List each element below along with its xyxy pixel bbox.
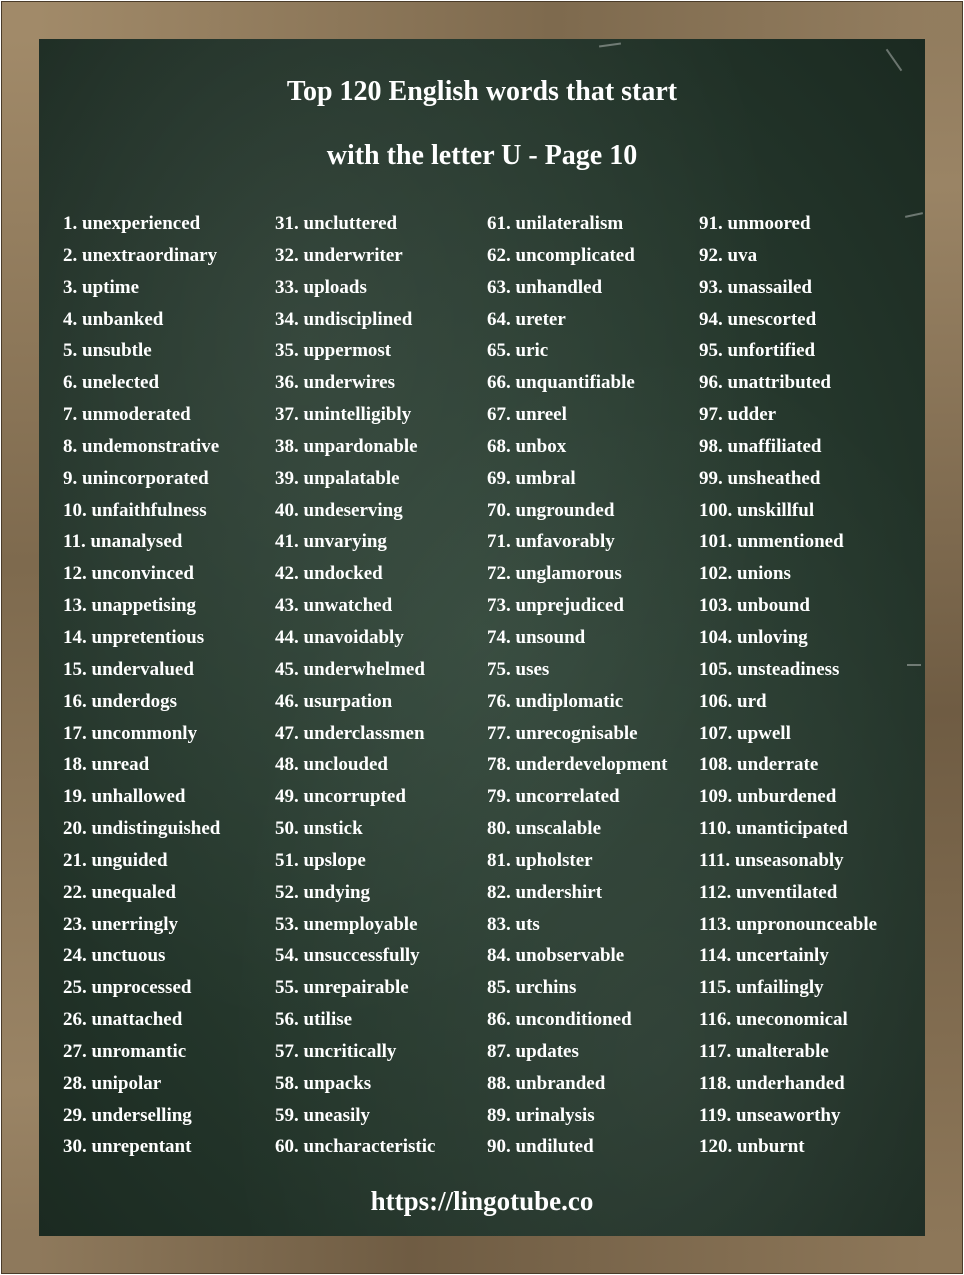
word-list-item: 119. unseaworthy xyxy=(699,1104,841,1126)
word-list-item: 38. unpardonable xyxy=(275,435,418,457)
word-list-item: 69. umbral xyxy=(487,467,576,489)
chalk-mark xyxy=(599,42,621,47)
word-list-item: 98. unaffiliated xyxy=(699,435,822,457)
word-list-item: 111. unseasonably xyxy=(699,849,844,871)
word-list-item: 74. unsound xyxy=(487,626,586,648)
word-list-item: 86. unconditioned xyxy=(487,1009,632,1031)
word-list-item: 46. usurpation xyxy=(275,690,393,712)
word-list-item: 67. unreel xyxy=(487,404,567,426)
word-list-item: 63. unhandled xyxy=(487,276,603,298)
word-list-item: 103. unbound xyxy=(699,595,810,617)
word-list-item: 64. ureter xyxy=(487,308,566,330)
word-list-item: 89. urinalysis xyxy=(487,1104,595,1126)
word-list-item: 113. unpronounceable xyxy=(699,913,878,935)
word-list-item: 107. upwell xyxy=(699,722,791,744)
word-list-item: 39. unpalatable xyxy=(275,467,400,489)
word-list-item: 9. unincorporated xyxy=(63,467,209,489)
word-list-item: 50. unstick xyxy=(275,818,363,840)
word-list-item: 28. unipolar xyxy=(63,1072,162,1094)
word-list-item: 88. unbranded xyxy=(487,1072,606,1094)
word-list-item: 1. unexperienced xyxy=(63,213,201,234)
word-list-item: 49. uncorrupted xyxy=(275,786,406,808)
word-list-item: 12. unconvinced xyxy=(63,563,194,585)
word-list-item: 25. unprocessed xyxy=(63,977,192,999)
word-list-item: 83. uts xyxy=(487,913,540,935)
word-list-item: 29. underselling xyxy=(63,1104,192,1126)
word-list-item: 84. unobservable xyxy=(487,945,625,967)
word-list-item: 118. underhanded xyxy=(699,1072,845,1094)
word-column-2 xyxy=(275,208,435,1163)
word-list-item: 94. unescorted xyxy=(699,308,817,330)
word-list-item: 17. uncommonly xyxy=(63,722,198,744)
word-list-item: 54. unsuccessfully xyxy=(275,945,420,967)
word-list-item: 109. unburdened xyxy=(699,786,837,808)
word-list-item: 117. unalterable xyxy=(699,1040,829,1062)
word-list-item: 101. unmentioned xyxy=(699,531,844,553)
word-list-item: 13. unappetising xyxy=(63,595,197,617)
word-list-item: 23. unerringly xyxy=(63,913,179,935)
word-list-item: 102. unions xyxy=(699,563,791,585)
word-list-item: 24. unctuous xyxy=(63,945,166,967)
word-list-item: 5. unsubtle xyxy=(63,340,152,362)
word-list-item: 62. uncomplicated xyxy=(487,244,635,266)
word-list-item: 112. unventilated xyxy=(699,881,838,903)
word-list-item: 41. unvarying xyxy=(275,531,387,553)
word-list-item: 2. unextraordinary xyxy=(63,244,218,266)
word-list-item: 3. uptime xyxy=(63,276,139,298)
word-list-item: 120. unburnt xyxy=(699,1136,805,1158)
word-list-item: 44. unavoidably xyxy=(275,626,404,648)
word-list-item: 47. underclassmen xyxy=(275,722,425,744)
chalk-mark xyxy=(886,49,903,71)
word-list-item: 51. upslope xyxy=(275,849,366,871)
word-list-item: 91. unmoored xyxy=(699,213,811,234)
word-list-item: 70. ungrounded xyxy=(487,499,615,521)
word-list-item: 4. unbanked xyxy=(63,308,164,330)
word-list-item: 6. unelected xyxy=(63,372,160,394)
word-list-item: 72. unglamorous xyxy=(487,563,622,585)
word-list-item: 16. underdogs xyxy=(63,690,178,712)
word-list-item: 56. utilise xyxy=(275,1009,353,1031)
word-list-item: 85. urchins xyxy=(487,977,577,999)
word-list-item: 97. udder xyxy=(699,404,777,426)
word-list-item: 34. undisciplined xyxy=(275,308,413,330)
word-list-item: 37. unintelligibly xyxy=(275,404,412,426)
word-list-item: 15. undervalued xyxy=(63,658,194,680)
word-list-item: 76. undiplomatic xyxy=(487,690,624,712)
word-list-item: 77. unrecognisable xyxy=(487,722,638,744)
word-list-item: 104. unloving xyxy=(699,626,808,648)
chalk-mark xyxy=(905,212,923,218)
word-column-3 xyxy=(487,208,668,1163)
word-list-item: 66. unquantifiable xyxy=(487,372,635,394)
word-list-item: 59. uneasily xyxy=(275,1104,371,1126)
word-list-item: 114. uncertainly xyxy=(699,945,829,967)
word-list-item: 105. unsteadiness xyxy=(699,658,840,680)
word-list-item: 22. unequaled xyxy=(63,881,176,903)
word-list-item: 45. underwhelmed xyxy=(275,658,425,680)
word-list-item: 18. unread xyxy=(63,754,150,776)
chalk-mark xyxy=(907,664,921,666)
word-list-item: 81. upholster xyxy=(487,849,593,871)
word-list-item: 36. underwires xyxy=(275,372,395,394)
word-list-item: 106. urd xyxy=(699,690,767,712)
footer-url: https://lingotube.co xyxy=(370,1186,594,1216)
page-title-line-1: Top 120 English words that start xyxy=(286,76,678,107)
word-list-item: 78. underdevelopment xyxy=(487,754,668,776)
word-list-item: 110. unanticipated xyxy=(699,818,848,840)
word-list-item: 26. unattached xyxy=(63,1009,183,1031)
word-list-item: 99. unsheathed xyxy=(699,467,821,489)
word-list-item: 10. unfaithfulness xyxy=(63,499,207,521)
word-list-item: 8. undemonstrative xyxy=(63,435,220,457)
word-list-item: 27. unromantic xyxy=(63,1040,187,1062)
word-list-item: 20. undistinguished xyxy=(63,818,221,840)
word-list-item: 61. unilateralism xyxy=(487,213,624,234)
word-list-item: 33. uploads xyxy=(275,276,367,298)
word-list-item: 68. unbox xyxy=(487,435,567,457)
word-list-item: 52. undying xyxy=(275,881,371,903)
word-list-item: 96. unattributed xyxy=(699,372,831,394)
word-list-item: 42. undocked xyxy=(275,563,383,585)
word-list-item: 32. underwriter xyxy=(275,244,403,266)
word-list-item: 80. unscalable xyxy=(487,818,602,840)
word-list-item: 79. uncorrelated xyxy=(487,786,620,808)
word-list-item: 53. unemployable xyxy=(275,913,418,935)
word-column-4 xyxy=(699,208,877,1163)
chalkboard xyxy=(39,39,925,1236)
word-list-item: 14. unpretentious xyxy=(63,626,205,648)
word-list-item: 95. unfortified xyxy=(699,340,816,362)
word-list-item: 57. uncritically xyxy=(275,1040,397,1062)
word-list-item: 115. unfailingly xyxy=(699,977,824,999)
word-list-item: 60. uncharacteristic xyxy=(275,1136,436,1158)
page-title-line-2: with the letter U - Page 10 xyxy=(326,140,638,171)
word-list-item: 7. unmoderated xyxy=(63,404,191,426)
word-list-item: 100. unskillful xyxy=(699,499,815,521)
word-list-item: 82. undershirt xyxy=(487,881,603,903)
word-list-item: 40. undeserving xyxy=(275,499,403,521)
word-list-item: 35. uppermost xyxy=(275,340,392,362)
word-list-item: 11. unanalysed xyxy=(63,531,183,553)
word-list-item: 75. uses xyxy=(487,658,550,680)
word-list-item: 65. uric xyxy=(487,340,549,362)
word-list-item: 19. unhallowed xyxy=(63,786,186,808)
word-list-item: 92. uva xyxy=(699,244,758,266)
word-list-item: 71. unfavorably xyxy=(487,531,615,553)
word-list-item: 30. unrepentant xyxy=(63,1136,192,1158)
word-list-item: 73. unprejudiced xyxy=(487,595,624,617)
word-list-item: 93. unassailed xyxy=(699,276,812,298)
word-list-item: 108. underrate xyxy=(699,754,819,776)
word-list-item: 87. updates xyxy=(487,1040,579,1062)
word-list-item: 31. uncluttered xyxy=(275,213,398,234)
word-column-1 xyxy=(63,208,220,1163)
word-list-item: 21. unguided xyxy=(63,849,168,871)
word-list-item: 58. unpacks xyxy=(275,1072,372,1094)
word-list-item: 48. unclouded xyxy=(275,754,388,776)
word-list-item: 116. uneconomical xyxy=(699,1009,848,1031)
word-list-item: 55. unrepairable xyxy=(275,977,409,999)
word-list-item: 90. undiluted xyxy=(487,1136,594,1158)
word-list-item: 43. unwatched xyxy=(275,595,393,617)
